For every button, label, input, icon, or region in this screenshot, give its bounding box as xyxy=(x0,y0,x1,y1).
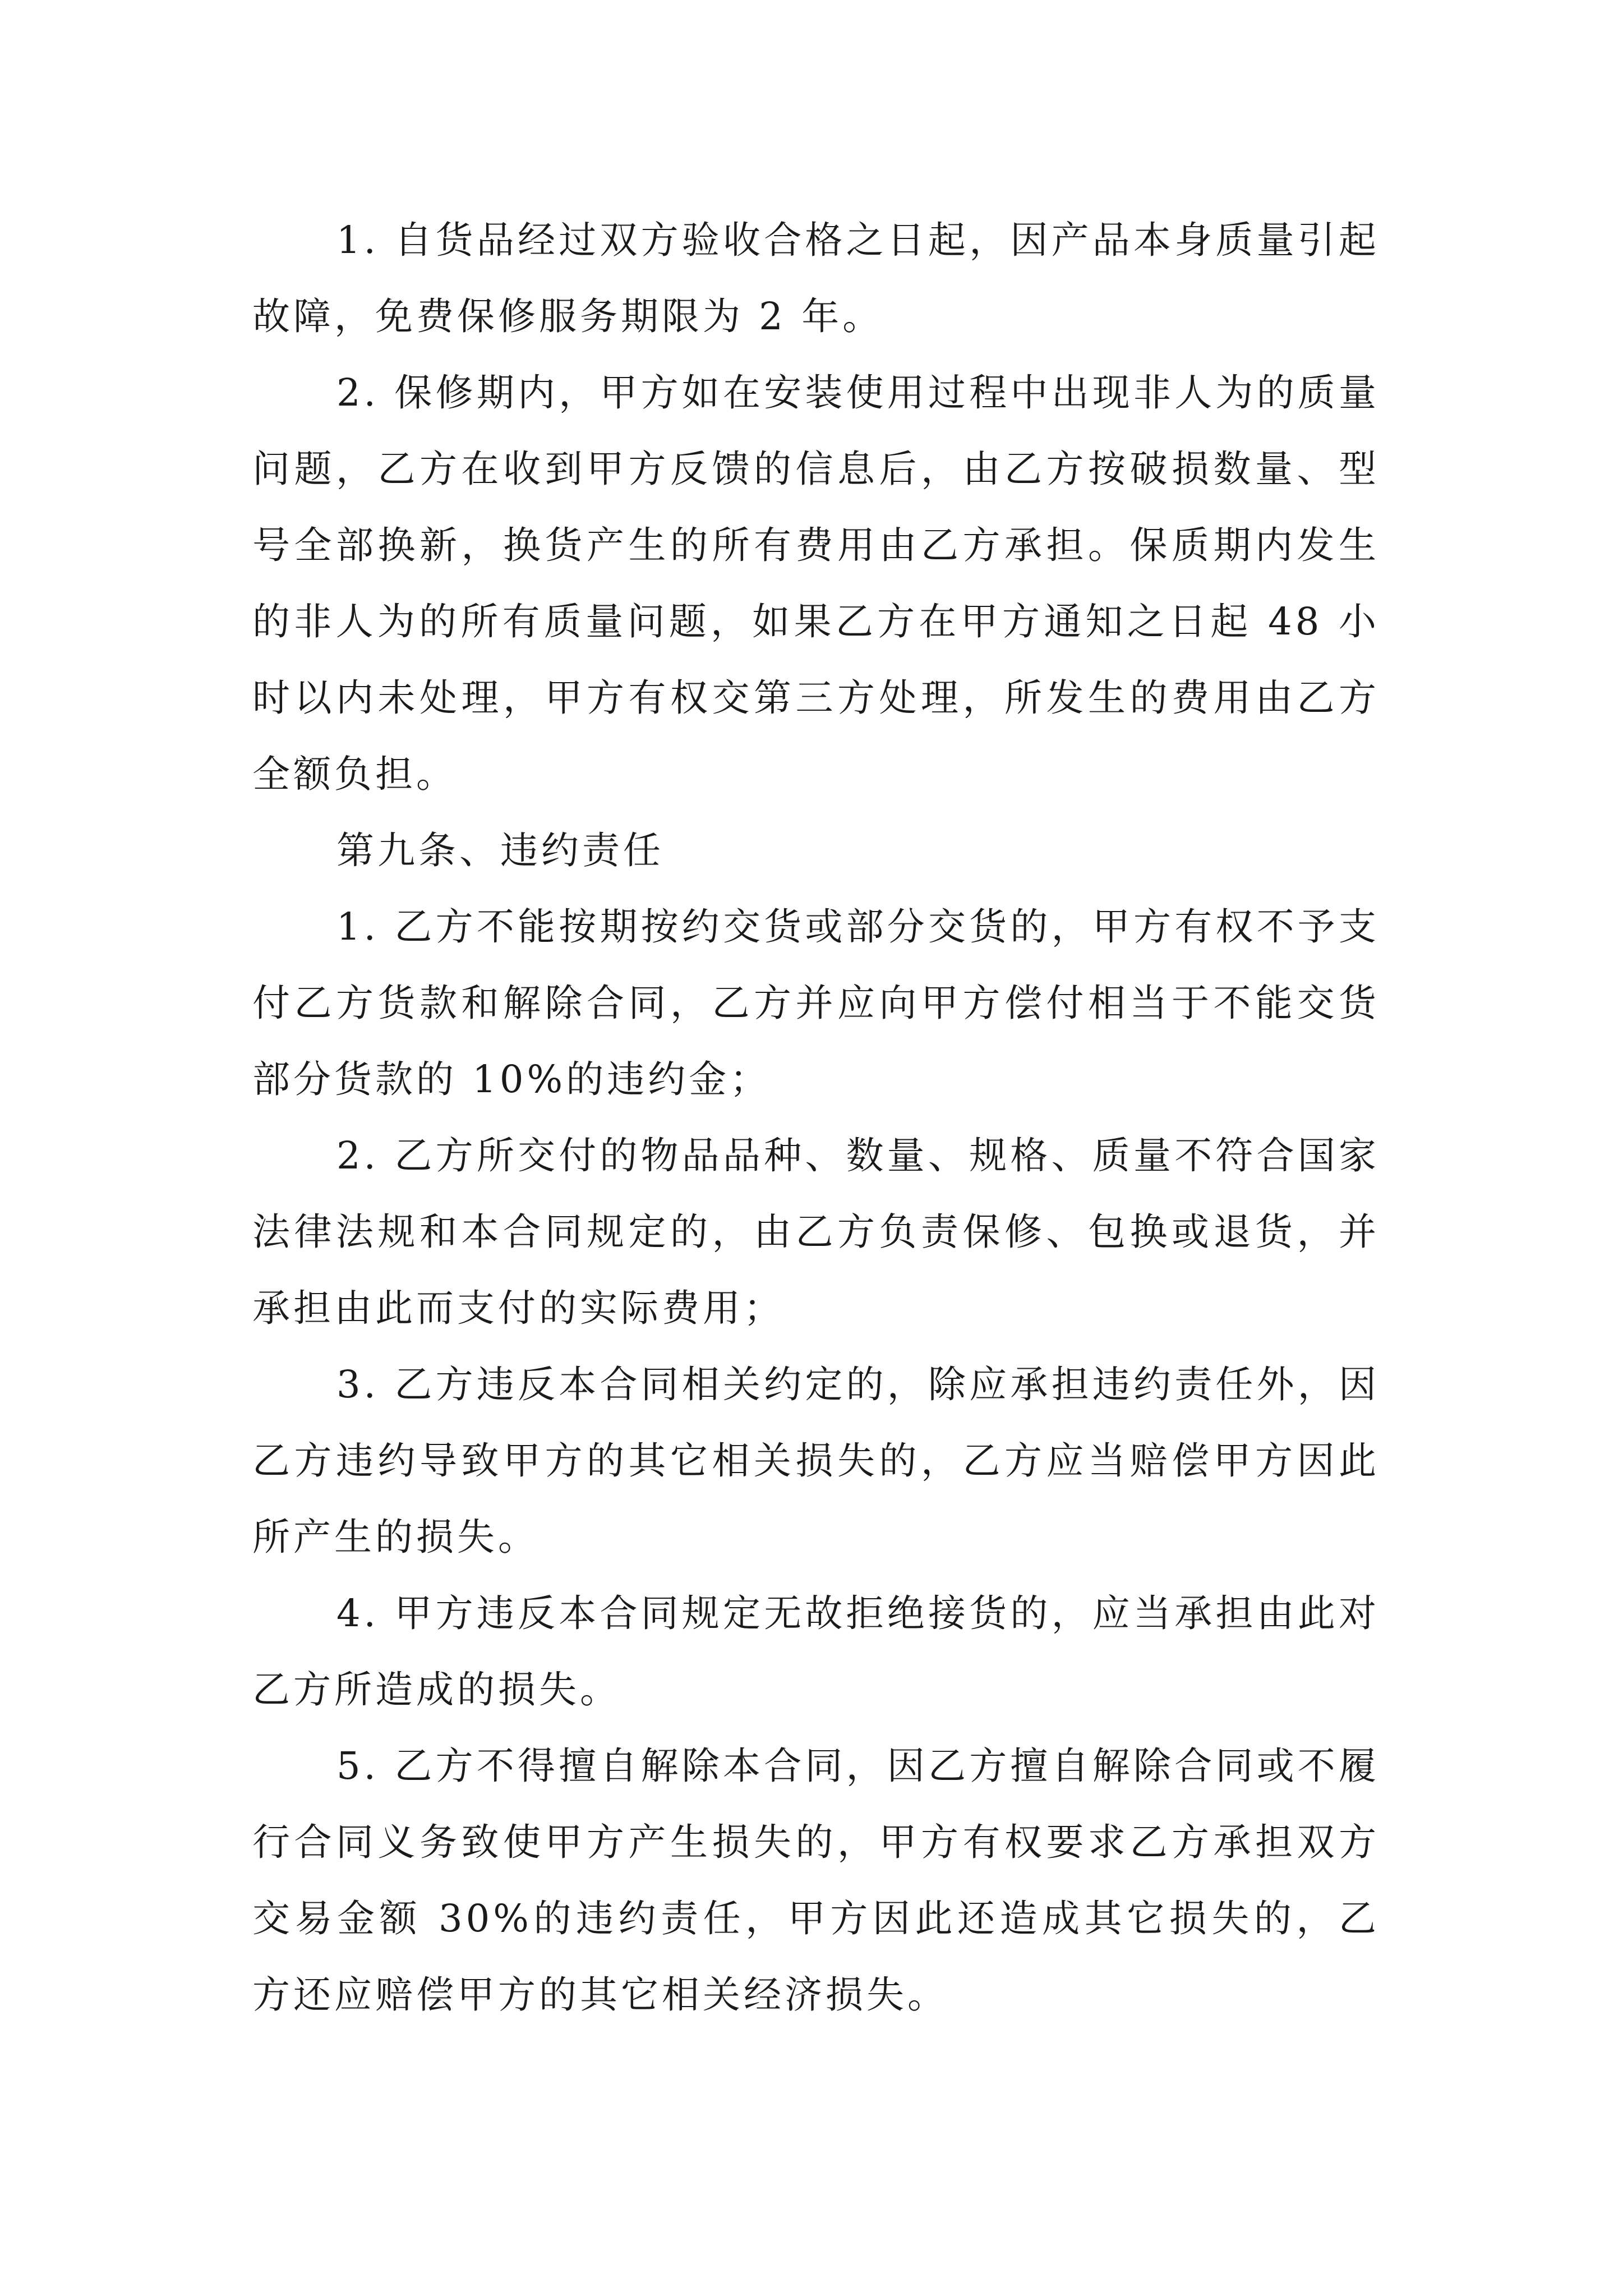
paragraph-refusal-of-goods: 4. 甲方违反本合同规定无故拒绝接货的，应当承担由此对乙方所造成的损失。 xyxy=(252,1591,1380,1711)
paragraph-unilateral-termination: 5. 乙方不得擅自解除本合同，因乙方擅自解除合同或不履行合同义务致使甲方产生损失的，甲方有权要求乙方承担双方交易金额 30%的违约责任，甲方因此还造成其它损失的，乙方还应赔偿甲方的其它相关经济损失。 xyxy=(252,1744,1380,2017)
paragraph-late-delivery: 1. 乙方不能按期按约交货或部分交货的，甲方有权不予支付乙方货款和解除合同，乙方并应向甲方偿付相当于不能交货部分货款的 10%的违约金； xyxy=(252,905,1380,1101)
paragraph-nonconforming-goods: 2. 乙方所交付的物品品种、数量、规格、质量不符合国家法律法规和本合同规定的，由乙方负责保修、包换或退货，并承担由此而支付的实际费用； xyxy=(252,1134,1380,1330)
paragraph-breach-compensation: 3. 乙方违反本合同相关约定的，除应承担违约责任外，因乙方违约导致甲方的其它相关损失的，乙方应当赔偿甲方因此所产生的损失。 xyxy=(252,1363,1380,1559)
paragraph-warranty-replacement: 2. 保修期内，甲方如在安装使用过程中出现非人为的质量问题，乙方在收到甲方反馈的信息后，由乙方按破损数量、型号全部换新，换货产生的所有费用由乙方承担。保质期内发生的非人为的所有质量问题，如果乙方在甲方通知之日起 48 小时以内未处理，甲方有权交第三方处理，所发生的费用由乙方全额负担。 xyxy=(252,371,1380,796)
section-heading-breach-liability: 第九条、违约责任 xyxy=(336,829,664,872)
document-body xyxy=(252,202,1380,2033)
paragraph-warranty-period: 1. 自货品经过双方验收合格之日起，因产品本身质量引起故障，免费保修服务期限为 2 年。 xyxy=(252,218,1380,338)
